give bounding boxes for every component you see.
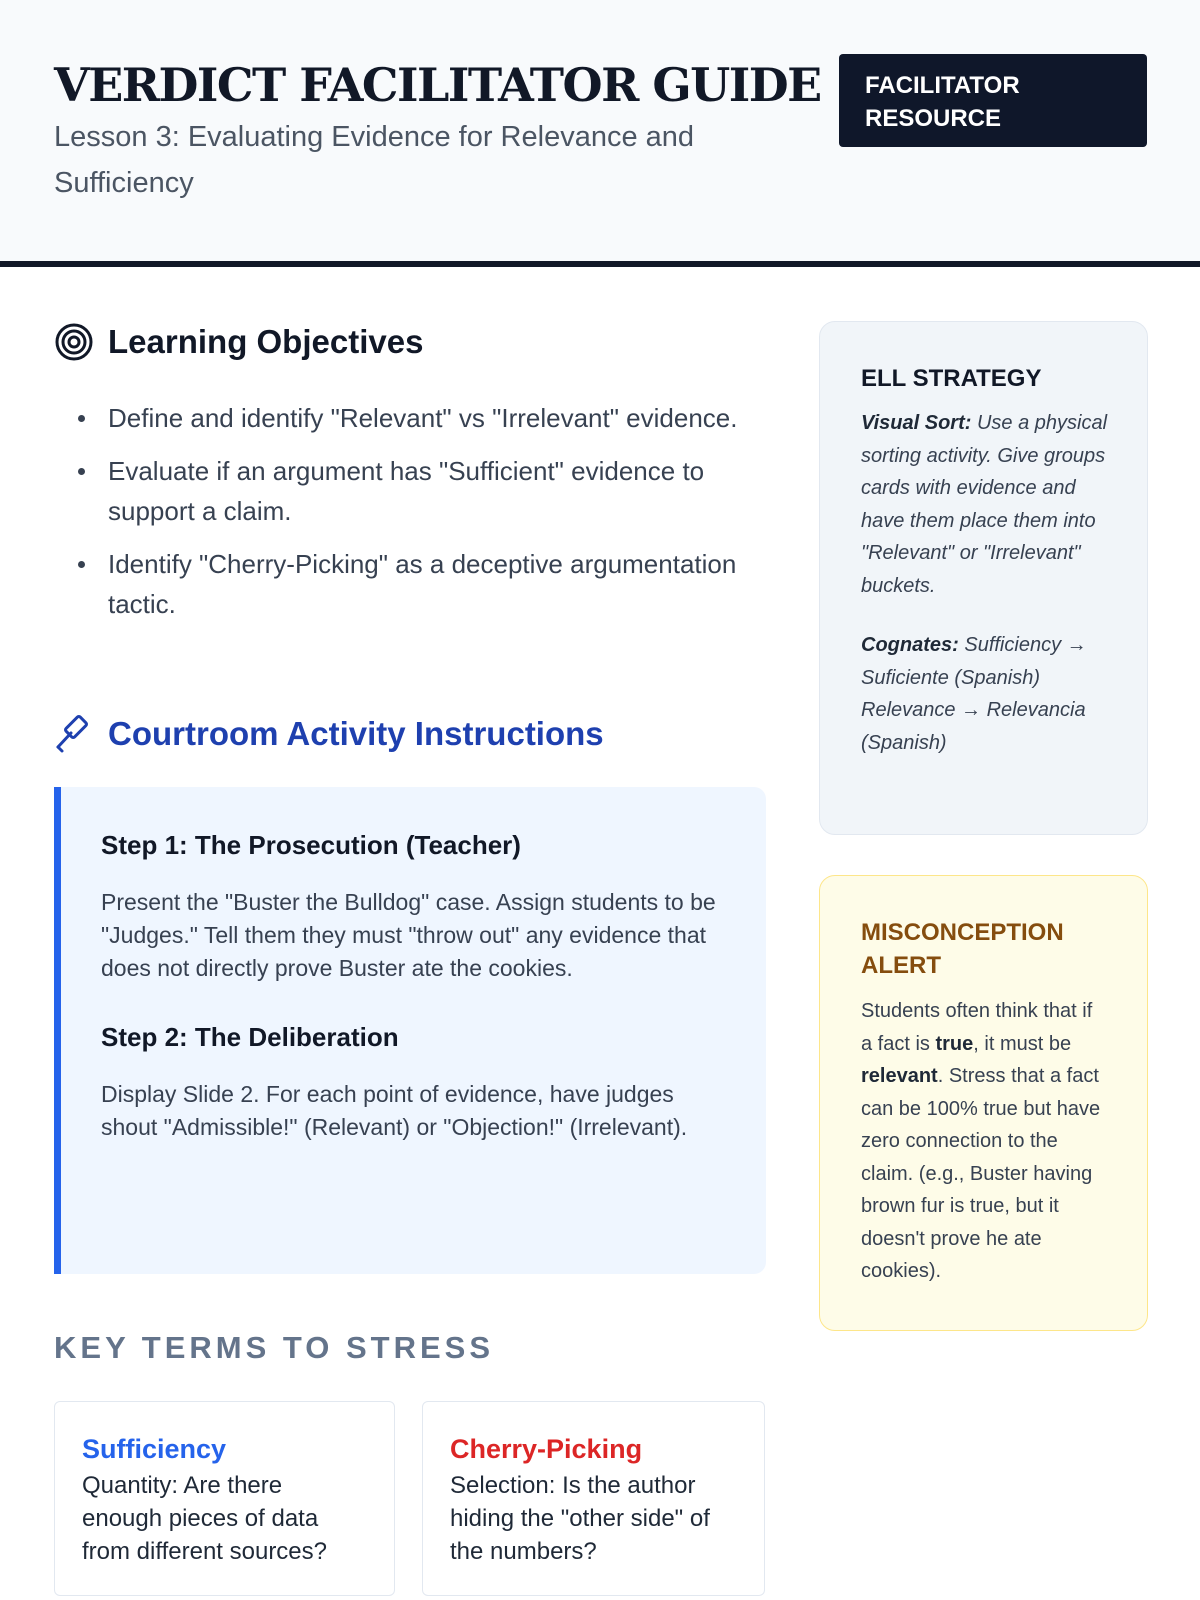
target-icon xyxy=(54,322,94,362)
key-terms-heading: KEY TERMS TO STRESS xyxy=(54,1330,495,1365)
term-card-sufficiency xyxy=(54,1401,395,1596)
step-1-title: Step 1: The Prosecution (Teacher) xyxy=(101,830,521,860)
courtroom-activity-title: Courtroom Activity Instructions xyxy=(108,715,604,752)
list-item xyxy=(54,398,774,438)
list-item xyxy=(54,544,774,624)
misconception-alert-title: MISCONCEPTION ALERT xyxy=(861,919,1064,979)
step-1-body: Present the "Buster the Bulldog" case. Assign students to be "Judges." Tell them they must "throw out" any evidence that does not directly prove Buster ate the cookies. xyxy=(101,889,716,981)
cognates-line-2: Relevance → Relevancia (Spanish) xyxy=(861,699,1086,754)
ell-strategy-title: ELL STRATEGY xyxy=(861,365,1042,392)
gavel-icon xyxy=(54,714,94,754)
bullet xyxy=(78,468,85,475)
bullet xyxy=(78,561,85,568)
term-definition: Quantity: Are there enough pieces of data from different sources? xyxy=(82,1472,328,1565)
visual-sort-text: Use a physical sorting activity. Give groups cards with evidence and have them place them into "Relevant" or "Irrelevant" buckets. xyxy=(861,412,1108,597)
objectives-list xyxy=(54,398,774,637)
ell-strategy-text xyxy=(861,407,1107,759)
list-item xyxy=(54,451,774,531)
cognates-line-1: Sufficiency → Suficiente (Spanish) xyxy=(861,634,1087,689)
objective-text: Evaluate if an argument has "Sufficient" evidence to support a claim. xyxy=(108,456,705,526)
lesson-subtitle: Lesson 3: Evaluating Evidence for Relevance and Sufficiency xyxy=(54,121,695,199)
misconception-alert-box xyxy=(819,875,1148,1331)
ell-strategy-box xyxy=(819,321,1148,835)
term-name: Sufficiency xyxy=(82,1434,227,1464)
objective-text: Identify "Cherry-Picking" as a deceptive argumentation tactic. xyxy=(108,549,737,619)
term-definition: Selection: Is the author hiding the "other side" of the numbers? xyxy=(450,1472,710,1565)
page-header xyxy=(0,0,1200,267)
learning-objectives-title: Learning Objectives xyxy=(108,323,424,360)
visual-sort-label: Visual Sort: xyxy=(861,412,972,434)
facilitator-resource-badge: FACILITATOR RESOURCE xyxy=(839,54,1147,147)
objective-text: Define and identify "Relevant" vs "Irrelevant" evidence. xyxy=(108,403,738,433)
learning-objectives-heading xyxy=(54,322,423,362)
activity-steps-box xyxy=(54,787,766,1274)
bullet xyxy=(78,415,85,422)
cognates-label: Cognates: xyxy=(861,634,959,656)
step-2-title: Step 2: The Deliberation xyxy=(101,1022,399,1052)
term-card-cherry-picking xyxy=(422,1401,765,1596)
step-2-body: Display Slide 2. For each point of evidence, have judges shout "Admissible!" (Relevant) or "Objection!" (Irrelevant). xyxy=(101,1081,688,1140)
page-title: VERDICT FACILITATOR GUIDE xyxy=(54,58,821,112)
term-name: Cherry-Picking xyxy=(450,1434,643,1464)
courtroom-activity-heading xyxy=(54,714,604,754)
misconception-alert-text: Students often think that if a fact is true, it must be relevant. Stress that a fact can be 100% true but have zero connection to the claim. (e.g., Buster having brown fur is true, but it doesn't prove he ate cookies). xyxy=(861,1000,1101,1282)
